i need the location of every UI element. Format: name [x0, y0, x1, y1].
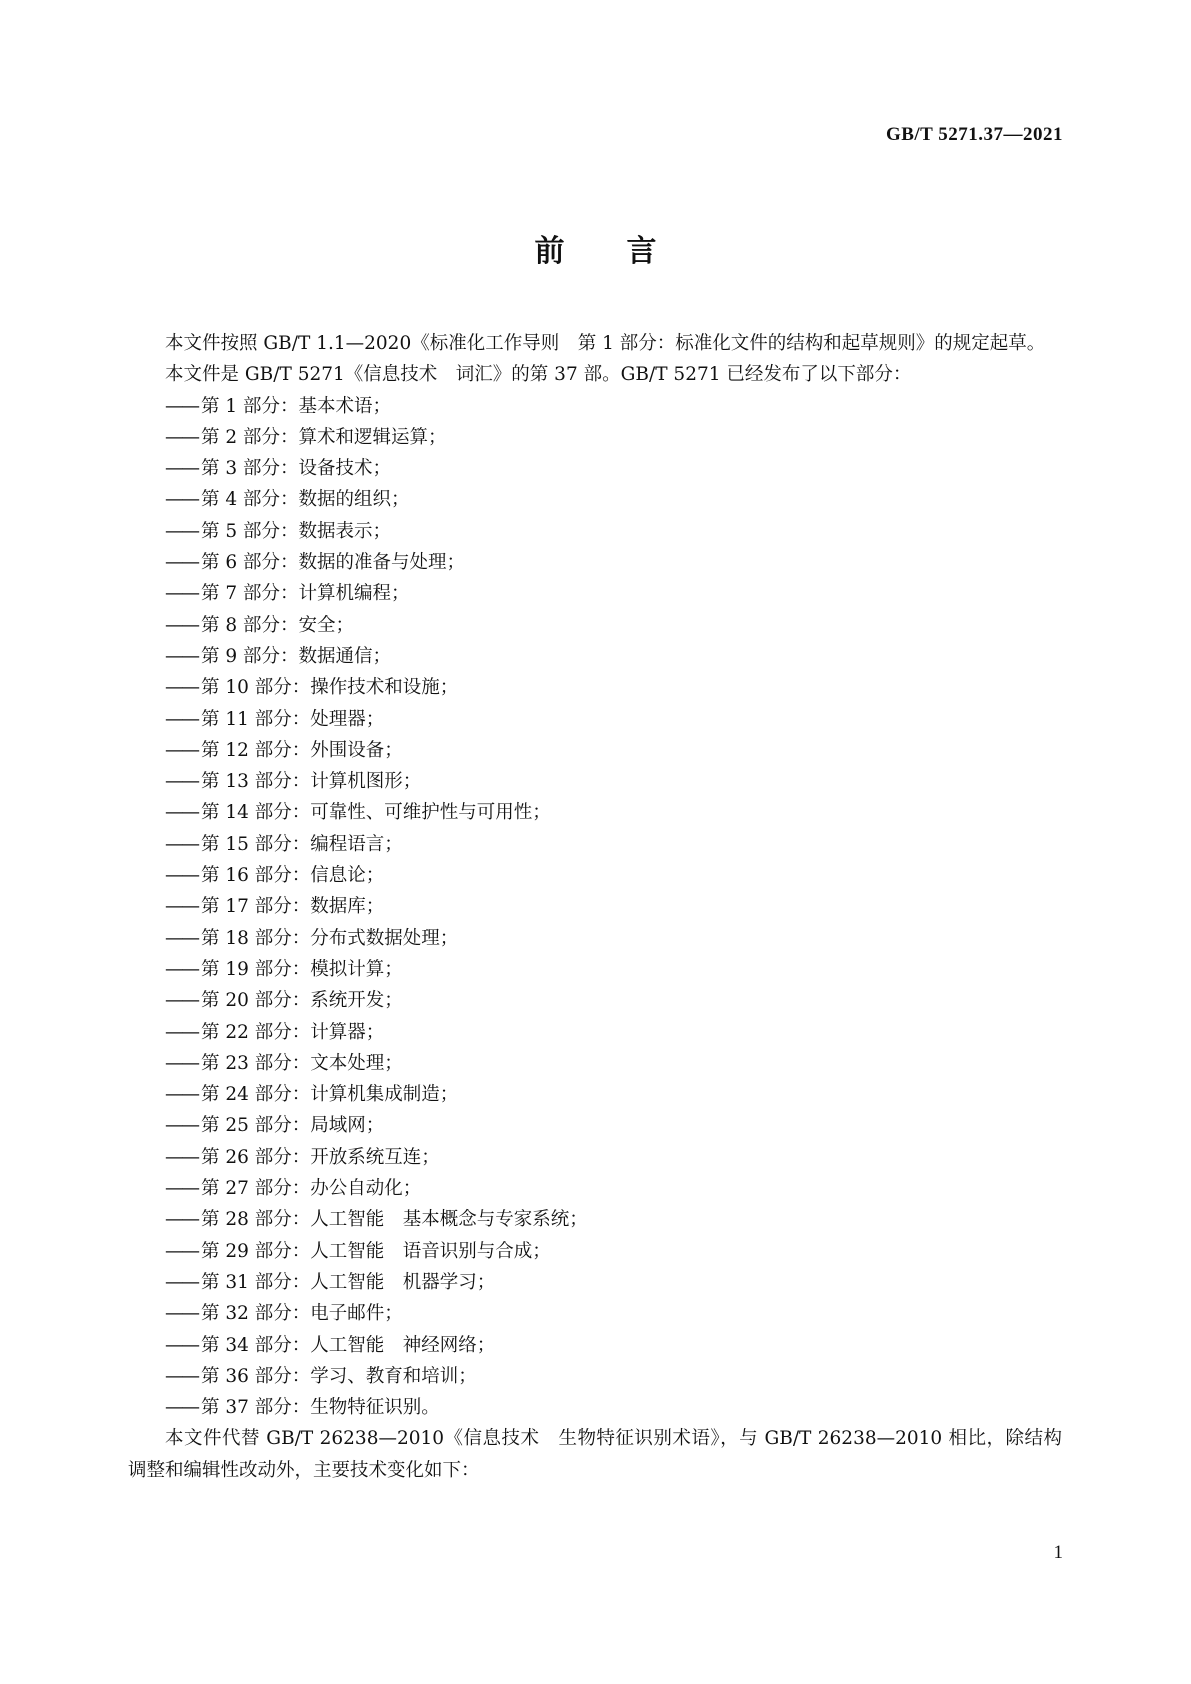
list-item-text: 第 5 部分：数据表示；	[201, 520, 392, 542]
list-item-text: 第 16 部分：信息论；	[201, 865, 385, 887]
list-item	[128, 672, 1062, 703]
list-dash: ——	[165, 865, 198, 887]
list-item	[128, 641, 1062, 672]
list-item-text: 第 18 部分：分布式数据处理；	[201, 927, 459, 949]
list-item	[128, 1392, 1062, 1423]
list-item-text: 第 26 部分：开放系统互连；	[201, 1146, 440, 1168]
list-dash: ——	[165, 802, 198, 824]
list-item	[128, 1267, 1062, 1298]
list-dash: ——	[165, 1084, 198, 1106]
list-item-text: 第 14 部分：可靠性、可维护性与可用性；	[201, 802, 551, 824]
parts-list	[128, 391, 1062, 1424]
list-dash: ——	[165, 395, 198, 417]
page-number: 1	[1053, 1542, 1063, 1563]
list-dash: ——	[165, 677, 198, 699]
list-item	[128, 1142, 1062, 1173]
list-dash: ——	[165, 1334, 198, 1356]
list-item	[128, 985, 1062, 1016]
list-dash: ——	[165, 990, 198, 1012]
document-body	[128, 328, 1062, 1486]
paragraph-drafting-basis: 本文件按照 GB/T 1.1—2020《标准化工作导则 第 1 部分：标准化文件的结构和起草规则》的规定起草。	[165, 333, 1046, 354]
list-item-text: 第 10 部分：操作技术和设施；	[201, 677, 459, 699]
list-dash: ——	[165, 1146, 198, 1168]
list-dash: ——	[165, 426, 198, 448]
list-item	[128, 954, 1062, 985]
title-char-1: 前	[534, 234, 565, 269]
list-item	[128, 1236, 1062, 1267]
list-dash: ——	[165, 520, 198, 542]
list-item	[128, 1330, 1062, 1361]
list-item-text: 第 28 部分：人工智能 基本概念与专家系统；	[201, 1209, 588, 1231]
list-item	[128, 484, 1062, 515]
list-item	[128, 1110, 1062, 1141]
list-item-text: 第 7 部分：计算机编程；	[201, 583, 410, 605]
list-dash: ——	[165, 552, 198, 574]
list-item	[128, 1017, 1062, 1048]
list-item	[128, 704, 1062, 735]
list-item	[128, 797, 1062, 828]
list-item-text: 第 29 部分：人工智能 语音识别与合成；	[201, 1240, 551, 1262]
list-dash: ——	[165, 896, 198, 918]
list-item	[128, 891, 1062, 922]
page-title	[0, 226, 1191, 270]
list-item-text: 第 34 部分：人工智能 神经网络；	[201, 1334, 496, 1356]
list-item	[128, 547, 1062, 578]
list-item-text: 第 12 部分：外围设备；	[201, 739, 403, 761]
list-item-text: 第 11 部分：处理器；	[201, 708, 385, 730]
list-item	[128, 516, 1062, 547]
list-item-text: 第 25 部分：局域网；	[201, 1115, 385, 1137]
list-item-text: 第 27 部分：办公自动化；	[201, 1178, 422, 1200]
list-item-text: 第 3 部分：设备技术；	[201, 458, 392, 480]
list-item-text: 第 4 部分：数据的组织；	[201, 489, 410, 511]
list-dash: ——	[165, 489, 198, 511]
list-item	[128, 829, 1062, 860]
list-dash: ——	[165, 1271, 198, 1293]
list-dash: ——	[165, 1209, 198, 1231]
list-item	[128, 1361, 1062, 1392]
list-item-text: 第 31 部分：人工智能 机器学习；	[201, 1271, 496, 1293]
list-dash: ——	[165, 833, 198, 855]
list-item-text: 第 8 部分：安全；	[201, 614, 355, 636]
list-item	[128, 1048, 1062, 1079]
standard-number: GB/T 5271.37—2021	[885, 124, 1063, 145]
list-dash: ——	[165, 458, 198, 480]
list-item	[128, 1298, 1062, 1329]
list-dash: ——	[165, 645, 198, 667]
list-item-text: 第 17 部分：数据库；	[201, 896, 385, 918]
list-dash: ——	[165, 739, 198, 761]
list-dash: ——	[165, 927, 198, 949]
title-char-2: 言	[626, 234, 657, 269]
paragraph-series-intro: 本文件是 GB/T 5271《信息技术 词汇》的第 37 部。GB/T 5271 已经发布了以下部分：	[165, 364, 912, 386]
list-item-text: 第 2 部分：算术和逻辑运算；	[201, 426, 447, 448]
list-dash: ——	[165, 708, 198, 730]
list-item	[128, 923, 1062, 954]
list-dash: ——	[165, 1052, 198, 1074]
paragraph-replacement: 本文件代替 GB/T 26238—2010《信息技术 生物特征识别术语》，与 GB/T 26238—2010 相比，除结构调整和编辑性改动外，主要技术变化如下：	[128, 1428, 1062, 1481]
list-item	[128, 1204, 1062, 1235]
list-item-text: 第 1 部分：基本术语；	[201, 395, 392, 417]
list-item	[128, 453, 1062, 484]
list-dash: ——	[165, 771, 198, 793]
list-dash: ——	[165, 1115, 198, 1137]
list-item	[128, 422, 1062, 453]
list-item-text: 第 19 部分：模拟计算；	[201, 958, 403, 980]
list-item	[128, 1173, 1062, 1204]
list-dash: ——	[165, 614, 198, 636]
list-item-text: 第 9 部分：数据通信；	[201, 645, 392, 667]
list-item	[128, 610, 1062, 641]
list-item	[128, 735, 1062, 766]
list-item-text: 第 37 部分：生物特征识别。	[201, 1397, 440, 1419]
list-item	[128, 1079, 1062, 1110]
list-dash: ——	[165, 583, 198, 605]
list-item	[128, 860, 1062, 891]
list-item-text: 第 20 部分：系统开发；	[201, 990, 403, 1012]
list-dash: ——	[165, 1021, 198, 1043]
list-item	[128, 578, 1062, 609]
list-dash: ——	[165, 1240, 198, 1262]
list-item-text: 第 22 部分：计算器；	[201, 1021, 385, 1043]
list-item-text: 第 23 部分：文本处理；	[201, 1052, 403, 1074]
list-item-text: 第 15 部分：编程语言；	[201, 833, 403, 855]
list-dash: ——	[165, 1178, 198, 1200]
list-dash: ——	[165, 958, 198, 980]
list-dash: ——	[165, 1397, 198, 1419]
list-item-text: 第 32 部分：电子邮件；	[201, 1303, 403, 1325]
list-item-text: 第 6 部分：数据的准备与处理；	[201, 552, 466, 574]
list-item	[128, 391, 1062, 422]
list-dash: ——	[165, 1365, 198, 1387]
list-item-text: 第 24 部分：计算机集成制造；	[201, 1084, 459, 1106]
list-item-text: 第 36 部分：学习、教育和培训；	[201, 1365, 477, 1387]
list-dash: ——	[165, 1303, 198, 1325]
list-item	[128, 766, 1062, 797]
list-item-text: 第 13 部分：计算机图形；	[201, 771, 422, 793]
